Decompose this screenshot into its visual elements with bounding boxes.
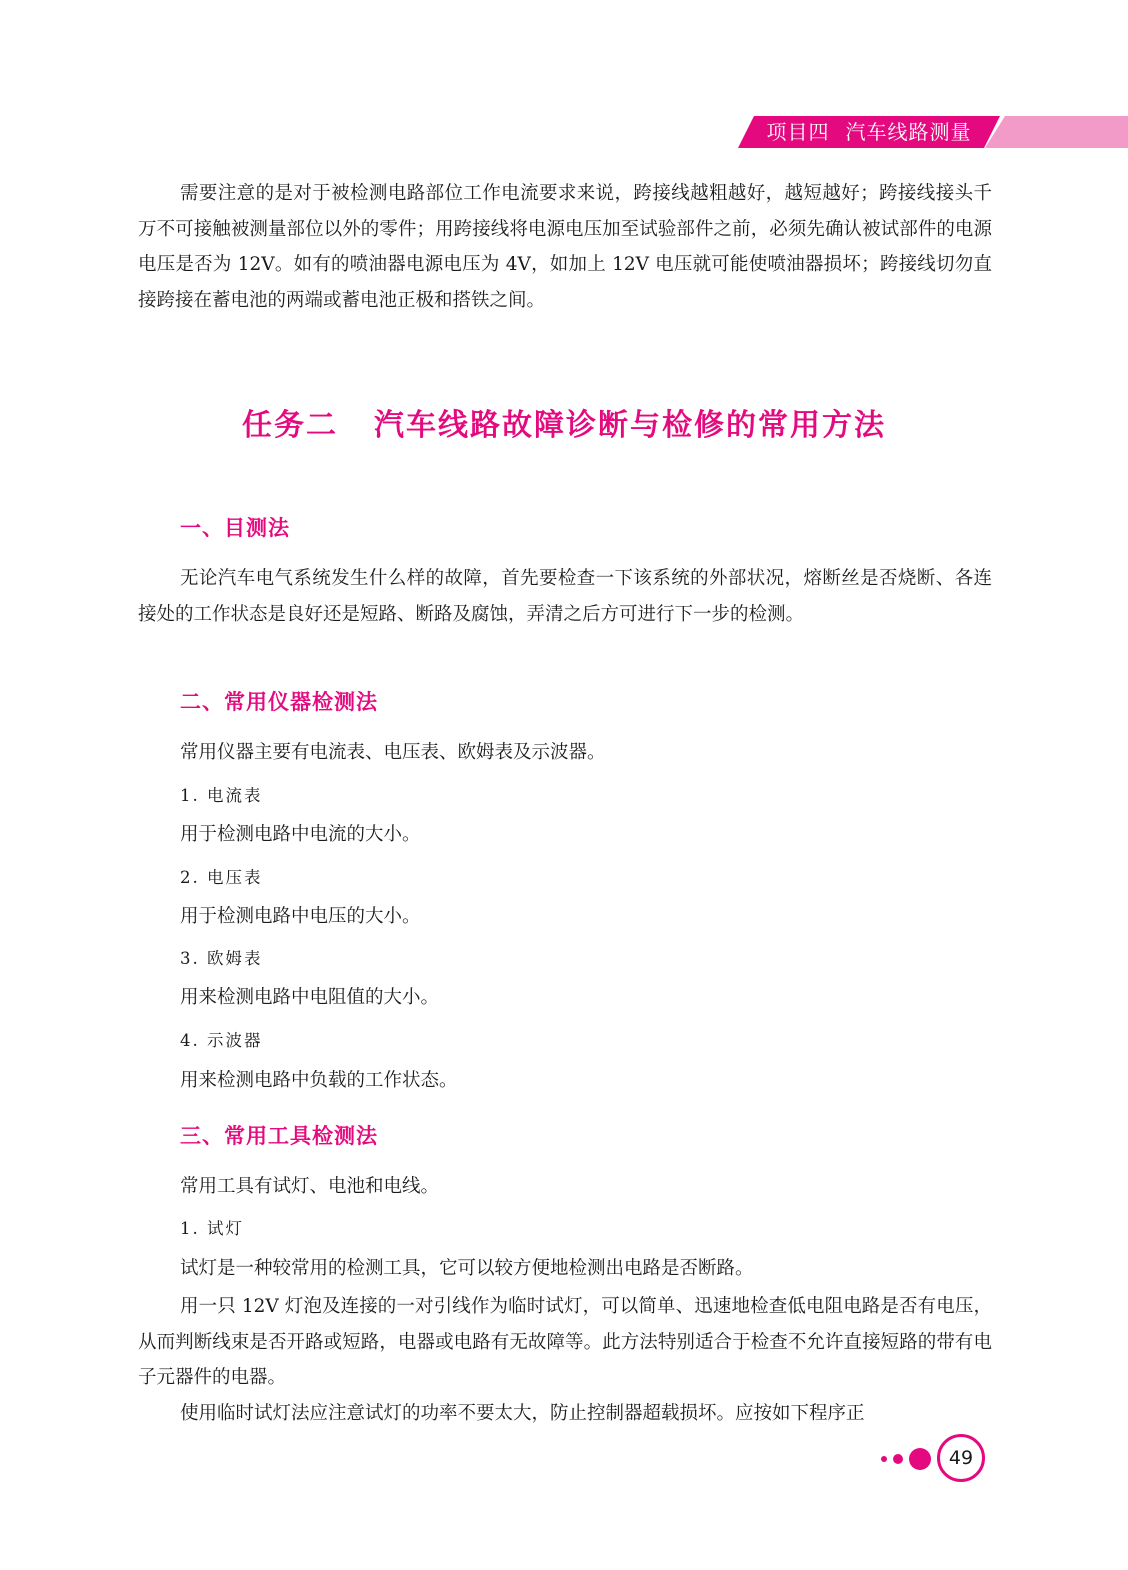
section2-intro: 常用仪器主要有电流表、电压表、欧姆表及示波器。 xyxy=(180,742,606,763)
item-desc-voltmeter: 用于检测电路中电压的大小。 xyxy=(180,906,421,927)
item-number-ammeter: 1. 电流表 xyxy=(180,786,263,805)
page-dot-small xyxy=(881,1456,887,1462)
section1-paragraph: 无论汽车电气系统发生什么样的故障，首先要检查一下该系统的外部状况，熔断丝是否烧断、各连接处的工作状态是良好还是短路、断路及腐蚀，弄清之后方可进行下一步的检测。 xyxy=(138,568,992,625)
item-desc-oscilloscope: 用来检测电路中负载的工作状态。 xyxy=(180,1070,458,1091)
page-dot-medium xyxy=(893,1454,903,1464)
header-chapter-title: 汽车线路测量 xyxy=(845,120,972,144)
header-banner-light xyxy=(985,116,1128,148)
intro-paragraph: 需要注意的是对于被检测电路部位工作电流要求来说，跨接线越粗越好，越短越好；跨接线接头千万不可接触被测量部位以外的零件；用跨接线将电源电压加至试验部件之前，必须先确认被试部件的电源电压是否为 12V。如有的喷油器电源电压为 4V，如加上 12V 电压就可能使喷油器损坏；跨接线切勿直接跨接在蓄电池的两端或蓄电池正极和搭铁之间。 xyxy=(138,183,992,311)
header-title xyxy=(738,116,1000,148)
task-heading: 汽车线路故障诊断与检修的常用方法 xyxy=(374,408,886,443)
test-lamp-paragraph-2: 用一只 12V 灯泡及连接的一对引线作为临时试灯，可以简单、迅速地检查低电阻电路是否有电压，从而判断线束是否开路或短路，电器或电路有无故障等。此方法特别适合于检查不允许直接短路的带有电子元器件的电器。 xyxy=(138,1296,992,1388)
page-dot-large xyxy=(909,1448,931,1470)
page-number: 49 xyxy=(937,1434,985,1482)
task-label: 任务二 xyxy=(242,408,338,443)
section-heading-tool-method: 三、常用工具检测法 xyxy=(180,1124,378,1148)
item-desc-ohmmeter: 用来检测电路中电阻值的大小。 xyxy=(180,987,440,1008)
section-heading-visual-inspection: 一、目测法 xyxy=(180,516,290,540)
item-number-oscilloscope: 4. 示波器 xyxy=(180,1031,263,1050)
item-number-voltmeter: 2. 电压表 xyxy=(180,868,263,887)
section3-intro: 常用工具有试灯、电池和电线。 xyxy=(180,1176,440,1197)
test-lamp-paragraph-3: 使用临时试灯法应注意试灯的功率不要太大，防止控制器超载损坏。应按如下程序正 xyxy=(180,1403,865,1424)
item-desc-ammeter: 用于检测电路中电流的大小。 xyxy=(180,824,421,845)
section-heading-instrument-method: 二、常用仪器检测法 xyxy=(180,690,378,714)
item-number-test-lamp: 1. 试灯 xyxy=(180,1219,244,1238)
header-project: 项目四 xyxy=(766,120,830,144)
task-title xyxy=(0,400,1128,444)
test-lamp-paragraph-1: 试灯是一种较常用的检测工具，它可以较方便地检测出电路是否断路。 xyxy=(180,1258,754,1279)
item-number-ohmmeter: 3. 欧姆表 xyxy=(180,949,263,968)
